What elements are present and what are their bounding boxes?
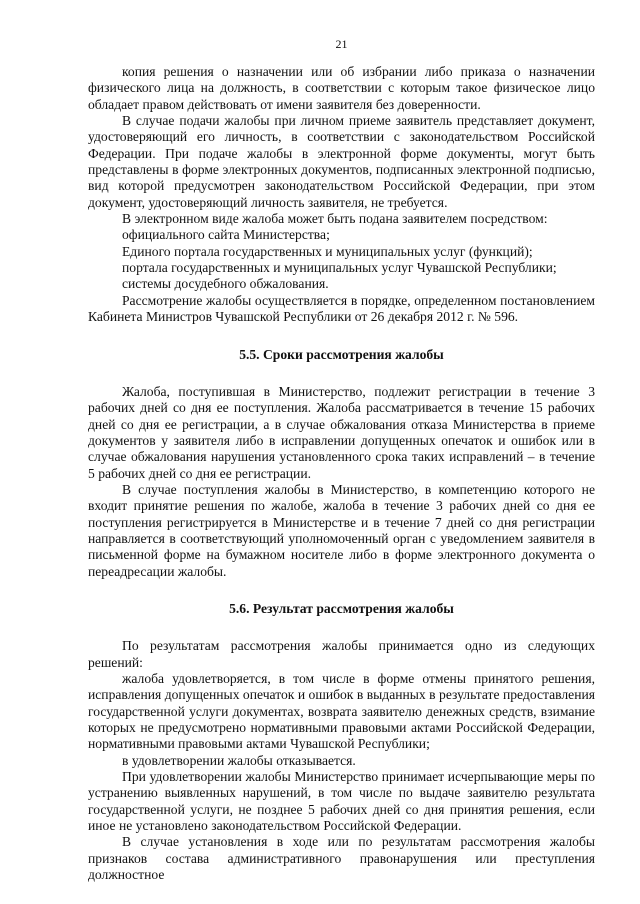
paragraph: жалоба удовлетворяется, в том числе в форме отмены принятого решения, исправления допущенных опечаток и ошибок в выданных в результате предоставления государственной услуги документах, возврата заявителю денежных средств, взимание которых не предусмотрено нормативными правовыми актами Российской Федерации, нормативными правовыми актами Чувашской Республики; — [88, 671, 595, 752]
paragraph: системы досудебного обжалования. — [122, 276, 329, 292]
paragraph: По результатам рассмотрения жалобы принимается одно из следующих решений: — [88, 638, 595, 670]
paragraph: В случае поступления жалобы в Министерство, в компетенцию которого не входит принятие решения по жалобе, жалоба в течение 3 рабочих дней со дня ее поступления регистрируется в Министерстве и в течение 7 дней со дня регистрации направляется в соответствующий уполномоченный орган с уведомлением заявителя в письменной форме на бумажном носителе либо в форме электронного документа о переадресации жалобы. — [88, 481, 595, 579]
paragraph: При удовлетворении жалобы Министерство принимает исчерпывающие меры по устранению выявленных нарушений, в том числе по выдаче заявителю результата государственной услуги, не позднее 5 рабочих дней со дня принятия решения, если иное не установлено законодательством Российской Федерации. — [88, 769, 595, 834]
paragraph: копия решения о назначении или об избрании либо приказа о назначении физического лица на должность, в соответствии с которым такое физическое лицо обладает правом действовать от имени заявителя без доверенности. — [88, 64, 595, 112]
page-number: 21 — [335, 37, 348, 51]
paragraph: Рассмотрение жалобы осуществляется в порядке, определенном постановлением Кабинета Министров Чувашской Республики от 26 декабря 2012 г. № 596. — [88, 292, 595, 325]
paragraph: Жалоба, поступившая в Министерство, подлежит регистрации в течение 3 рабочих дней со дня ее поступления. Жалоба рассматривается в течение 15 рабочих дней со дня ее регистрации, а в случае обжалования отказа Министерства в приеме документов у заявителя либо в исправлении допущенных опечаток и ошибок или в случае обжалования нарушения установленного срока таких исправлений – в течение 5 рабочих дней со дня ее регистрации. — [88, 383, 595, 481]
section-heading: 5.5. Сроки рассмотрения жалобы — [239, 346, 444, 362]
paragraph: портала государственных и муниципальных услуг Чувашской Республики; — [122, 260, 557, 276]
paragraph: Единого портала государственных и муниципальных услуг (функций); — [122, 243, 533, 259]
document-body — [88, 64, 595, 883]
section-heading: 5.6. Результат рассмотрения жалобы — [229, 600, 454, 616]
paragraph: В случае установления в ходе или по результатам рассмотрения жалобы признаков состава административного правонарушения или преступления должностное — [88, 834, 595, 883]
paragraph: официального сайта Министерства; — [122, 227, 330, 243]
paragraph: В электронном виде жалоба может быть подана заявителем посредством: — [122, 211, 548, 227]
paragraph: в удовлетворении жалобы отказывается. — [122, 752, 356, 768]
paragraph: В случае подачи жалобы при личном приеме заявитель представляет документ, удостоверяющий его личность, в соответствии с законодательством Российской Федерации. При подаче жалобы в электронной форме документы, могут быть представлены в форме электронных документов, подписанных электронной подписью, вид которой предусмотрен законодательством Российской Федерации, при этом документ, удостоверяющий личность заявителя, не требуется. — [88, 113, 595, 210]
